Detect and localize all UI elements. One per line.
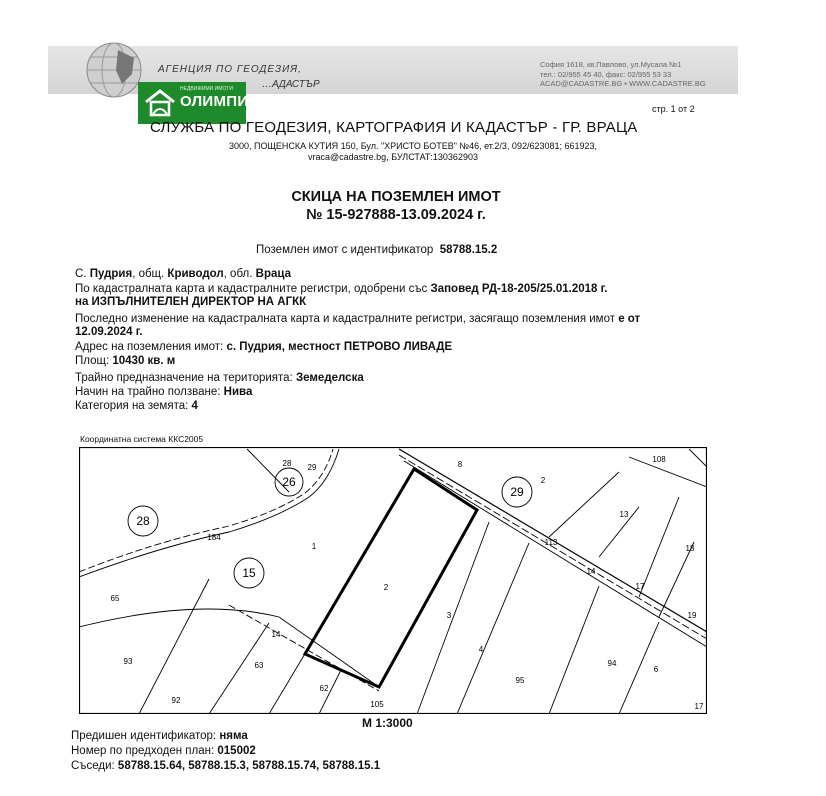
parcel-label: 1	[311, 542, 317, 551]
approval-order: Заповед РД-18-205/25.01.2018 г.	[430, 283, 608, 295]
office-contact: vraca@cadastre.bg, БУЛСТАТ:130362903	[308, 152, 478, 162]
parcel-label: 29	[307, 463, 317, 472]
category-line	[75, 400, 198, 412]
last-change-date: 12.09.2024 г.	[75, 326, 143, 338]
parcel-label: 94	[607, 659, 617, 668]
prev-identifier-value: няма	[219, 730, 248, 742]
approval-line	[75, 283, 607, 295]
contact-line: София 1618, кв.Павлово, ул.Мусала №1	[540, 60, 682, 69]
circled-label: 15	[242, 566, 256, 580]
address-line	[75, 341, 452, 353]
purpose-value: Земеделска	[295, 372, 364, 384]
address-label: Адрес на поземления имот:	[75, 341, 224, 353]
circled-label: 29	[510, 485, 524, 499]
usage-label: Начин на трайно ползване:	[75, 386, 221, 398]
last-change-line	[75, 313, 640, 325]
contact-line: тел.: 02/955 45 40, факс: 02/955 53 33	[540, 69, 672, 79]
olympia-logo	[138, 82, 260, 124]
parcel-label: 6	[653, 665, 659, 674]
agency-contact	[540, 60, 706, 89]
identifier-value: 58788.15.2	[439, 244, 498, 256]
office-address: 3000, ПОЩЕНСКА КУТИЯ 150, Бул. "ХРИСТО БОТЕВ" №46, ет.2/3, 092/623081; 661923,	[228, 141, 598, 151]
document-number: № 15-927888-13.09.2024 г.	[306, 207, 486, 223]
parcel-label: 62	[319, 684, 329, 693]
prev-plan-line	[71, 745, 256, 757]
identifier-line	[256, 244, 497, 256]
prev-identifier-label: Предишен идентификатор:	[71, 730, 217, 742]
parcel-label: 13	[619, 510, 629, 519]
category-value: 4	[191, 400, 198, 412]
agency-name-line2: …АДАСТЪР	[262, 79, 320, 90]
parcel-label: 17	[635, 582, 645, 591]
approval-text: По кадастралната карта и кадастралните регистри, одобрени със	[75, 283, 428, 295]
parcel-label: 108	[652, 455, 666, 464]
municipality: Криводол	[167, 268, 224, 280]
parcel-label: 93	[123, 657, 133, 666]
neighbours-value: 58788.15.64, 58788.15.3, 58788.15.74, 58788.15.1	[117, 760, 381, 772]
page-number: стр. 1 от 2	[652, 104, 695, 114]
neighbours-label: Съседи:	[71, 760, 115, 772]
prev-identifier-line	[71, 730, 248, 742]
house-icon	[144, 88, 176, 118]
region: Враца	[255, 268, 291, 280]
parcel-label: 2	[540, 476, 546, 485]
last-change-from: е от	[618, 313, 641, 325]
settlement-prefix: С.	[75, 268, 87, 280]
prev-plan-label: Номер по предходен план:	[71, 745, 215, 757]
identifier-label: Поземлен имот с идентификатор	[256, 244, 434, 256]
parcel-label: 65	[110, 594, 120, 603]
logo-brand: ОЛИМПИЯ	[180, 93, 260, 110]
settlement: Пудрия	[89, 268, 133, 280]
parcel-label: 4	[478, 645, 484, 654]
neighbours-line	[71, 760, 380, 772]
usage-line	[75, 386, 252, 398]
approval-by: на ИЗПЪЛНИТЕЛЕН ДИРЕКТОР НА АГКК	[75, 296, 307, 308]
area-line	[75, 355, 175, 367]
parcel-label: 105	[370, 700, 384, 709]
circled-label: 28	[136, 514, 150, 528]
last-change-text: Последно изменение на кадастралната карта и кадастралните регистри, засягащо поземления имот	[75, 313, 616, 325]
circled-label: 26	[282, 475, 296, 489]
agency-name: АГЕНЦИЯ ПО ГЕОДЕЗИЯ,	[158, 64, 302, 75]
parcel-label: 14	[586, 567, 596, 576]
logo-small-text: НЕДВИЖИМИ ИМОТИ	[180, 86, 233, 92]
purpose-line	[75, 372, 364, 384]
office-name: СЛУЖБА ПО ГЕОДЕЗИЯ, КАРТОГРАФИЯ И КАДАСТЪР - ГР. ВРАЦА	[150, 119, 638, 136]
coordinate-system: Координатна система ККС2005	[80, 434, 204, 444]
parcel-label: 92	[171, 696, 181, 705]
cadastral-map	[79, 447, 707, 714]
parcel-label: 95	[515, 676, 525, 685]
parcel-label: 19	[687, 611, 697, 620]
area-value: 10430 кв. м	[112, 355, 176, 367]
parcel-label: 113	[544, 538, 558, 547]
parcel-label: 2	[383, 583, 389, 592]
purpose-label: Трайно предназначение на територията:	[75, 372, 293, 384]
area-label: Площ:	[75, 355, 110, 367]
parcel-label: 14	[271, 630, 281, 639]
document-title: СКИЦА НА ПОЗЕМЛЕН ИМОТ	[291, 189, 501, 205]
contact-line: ACAD@CADASTRE.BG • WWW.CADASTRE.BG	[540, 79, 706, 88]
parcel-label: 28	[282, 459, 292, 468]
agency-globe-logo	[82, 40, 146, 100]
region-prefix: , обл.	[223, 268, 253, 280]
parcel-label: 184	[207, 533, 221, 542]
municipality-prefix: , общ.	[132, 268, 165, 280]
address-value: с. Пудрия, местност ПЕТРОВО ЛИВАДЕ	[226, 341, 453, 353]
parcel-label: 17	[694, 702, 704, 711]
prev-plan-value: 015002	[217, 745, 256, 757]
location-line	[75, 268, 291, 280]
parcel-label: 3	[446, 611, 452, 620]
parcel-label: 18	[685, 544, 695, 553]
map-scale: М 1:3000	[362, 716, 413, 730]
parcel-label: 63	[254, 661, 264, 670]
parcel-label: 8	[457, 460, 463, 469]
usage-value: Нива	[223, 386, 253, 398]
category-label: Категория на земята:	[75, 400, 189, 412]
